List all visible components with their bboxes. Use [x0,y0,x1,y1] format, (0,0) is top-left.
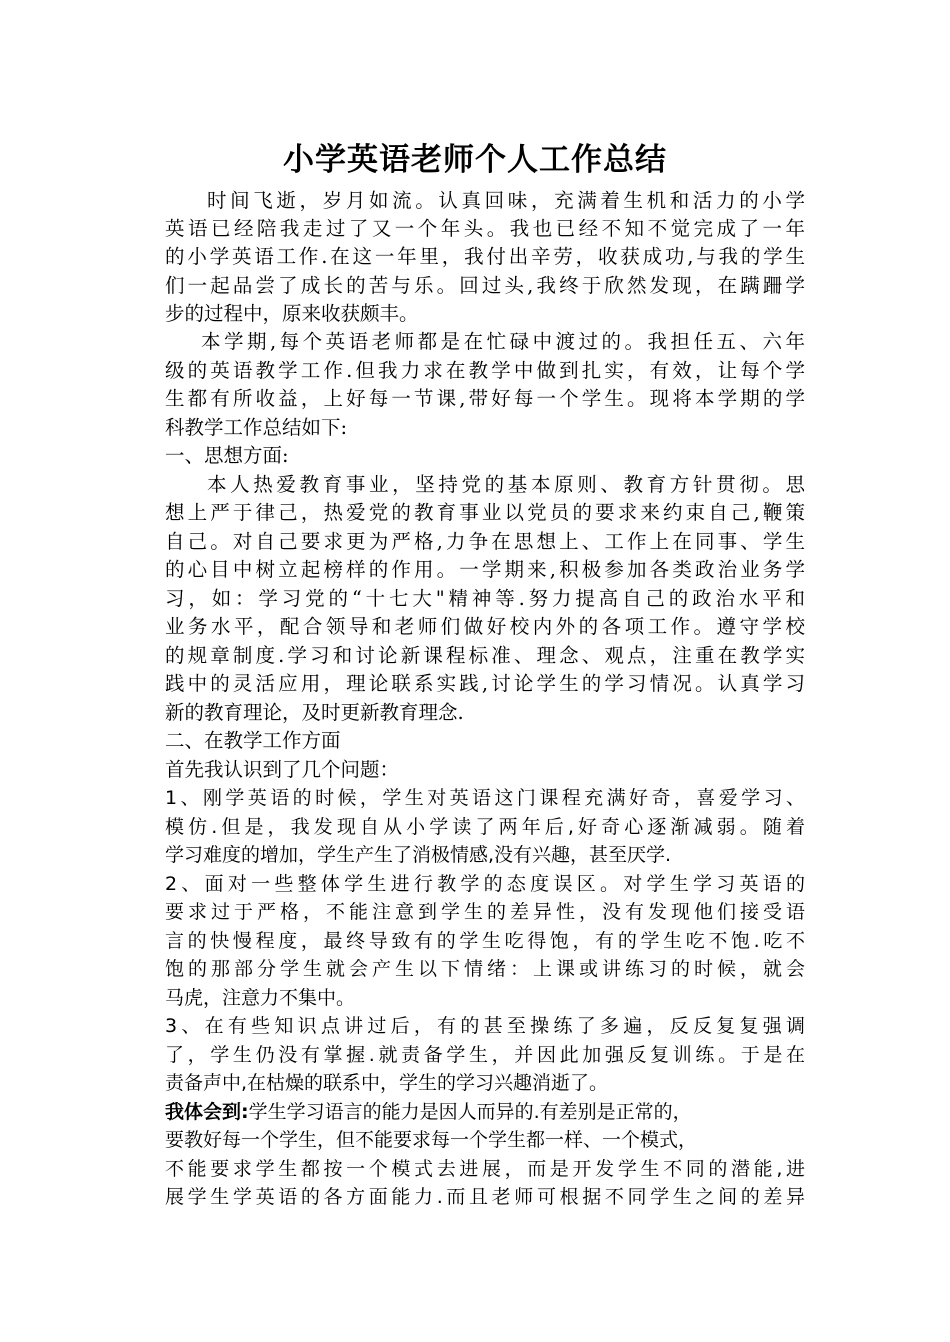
paragraph-line: 的心目中树立起榜样的作用。一学期来,积极参加各类政治业务学 [165,558,805,581]
paragraph-line: 不能要求学生都按一个模式去进展，而是开发学生不同的潜能,进 [165,1158,805,1180]
list-item-line: 要求过于严格，不能注意到学生的差异性，没有发现他们接受语 [165,901,805,923]
paragraph-line: 们一起品尝了成长的苦与乐。回过头,我终于欣然发现，在蹒跚学 [165,274,805,297]
paragraph-line: 科教学工作总结如下: [165,416,348,439]
paragraph-line: 习，如：学习党的“十七大"精神等.努力提高自己的政治水平和 [165,587,805,610]
paragraph-line: 首先我认识到了几个问题： [165,758,400,781]
paragraph-line: 英语已经陪我走过了又一个年头。我也已经不知不觉完成了一年 [165,217,805,240]
paragraph-line: 践中的灵活应用，理论联系实践,讨论学生的学习情况。认真学习 [165,672,805,695]
conclusion-label: 我体会到: [165,1101,249,1123]
paragraph-line: 业务水平，配合领导和老师们做好校内外的各项工作。遵守学校 [165,615,805,638]
list-item-line: 言的快慢程度，最终导致有的学生吃得饱，有的学生吃不饱.吃不 [165,930,805,952]
conclusion-line [165,1098,805,1127]
paragraph-line: 要教好每一个学生，但不能要求每一个学生都一样、一个模式， [165,1129,698,1151]
section-heading: 一、思想方面: [165,444,289,467]
paragraph-line: 本人热爱教育事业，坚持党的基本原则、教育方针贯彻。思 [207,473,805,496]
list-item-line: 模仿.但是，我发现自从小学读了两年后,好奇心逐渐减弱。随着 [165,816,805,838]
paragraph-line: 展学生学英语的各方面能力.而且老师可根据不同学生之间的差异 [165,1186,805,1208]
list-item-line: 马虎，注意力不集中。 [165,987,356,1009]
list-item-line: 饱的那部分学生就会产生以下情绪：上课或讲练习的时候，就会 [165,958,805,980]
paragraph-line: 时间飞逝，岁月如流。认真回味，充满着生机和活力的小学 [207,189,805,212]
paragraph-line: 想上严于律己，热爱党的教育事业以党员的要求来约束自己,鞭策 [165,501,805,524]
paragraph-line: 生都有所收益，上好每一节课,带好每一个学生。现将本学期的学 [165,387,805,410]
conclusion-text: 学生学习语言的能力是因人而异的.有差别是正常的， [248,1101,692,1123]
paragraph-line: 新的教育理论，及时更新教育理念. [165,701,464,724]
section-heading: 二、在教学工作方面 [165,729,341,752]
paragraph-line: 的规章制度.学习和讨论新课程标准、理念、观点，注重在教学实 [165,644,805,667]
list-item-line: 责备声中,在枯燥的联系中，学生的学习兴趣消逝了。 [165,1072,609,1094]
paragraph-line: 的小学英语工作.在这一年里，我付出辛劳，收获成功,与我的学生 [165,245,805,268]
document-title: 小学英语老师个人工作总结 [283,142,667,178]
list-item-line: 1、刚学英语的时候，学生对英语这门课程充满好奇，喜爱学习、 [165,787,805,809]
list-item-line: 了，学生仍没有掌握.就责备学生，并因此加强反复训练。于是在 [165,1044,805,1066]
list-item-line: 学习难度的增加，学生产生了消极情感,没有兴趣，甚至厌学. [165,844,672,866]
paragraph-line: 本学期,每个英语老师都是在忙碌中渡过的。我担任五、六年 [201,330,805,353]
paragraph-line: 步的过程中，原来收获颇丰。 [165,302,419,325]
paragraph-line: 自己。对自己要求更为严格,力争在思想上、工作上在同事、学生 [165,530,805,553]
paragraph-line: 级的英语教学工作.但我力求在教学中做到扎实，有效，让每个学 [165,359,805,382]
list-item-line: 2、面对一些整体学生进行教学的态度误区。对学生学习英语的 [165,873,805,895]
list-item-line: 3、在有些知识点讲过后，有的甚至操练了多遍，反反复复强调 [165,1015,805,1037]
